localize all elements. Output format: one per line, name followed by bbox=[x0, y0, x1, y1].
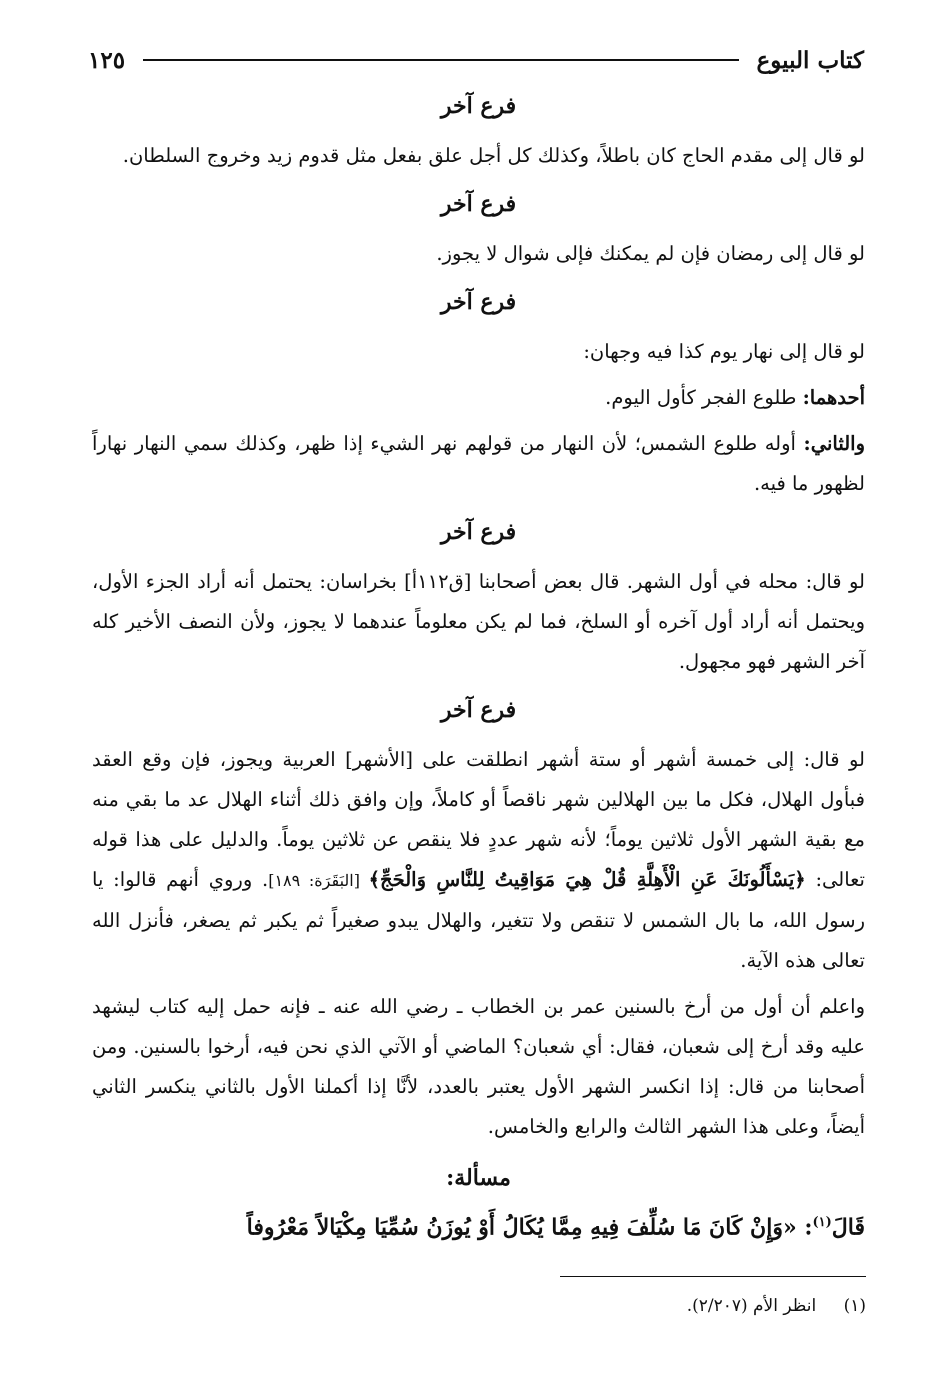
section-text-3: لو قال إلى نهار يوم كذا فيه وجهان: bbox=[583, 340, 865, 363]
final-text: : «وَإِنْ كَانَ مَا سُلِّفَ فِيهِ مِمَّا يُكَالُ أَوْ يُوزَنُ سُمِّيَا مِكْيَالاً مَعْرُوفاً bbox=[246, 1214, 813, 1241]
running-header bbox=[88, 40, 864, 80]
masala-heading: مسألة: bbox=[446, 1165, 511, 1191]
section-text-6: واعلم أن أول من أرخ بالسنين عمر بن الخطاب ـ رضي الله عنه ـ فإنه حمل إليه كتاب ليشهد عليه وقد أرخ إلى شعبان، فقال: أي شعبان؟ الماضي أو الآتي الذي نحن فيه، أرخوا بالسنين. ومن أصحابنا من قال: إذا انكسر الشهر الأول يعتبر بالعدد، لأنَّا إذا أكملنا الأول بالثاني ينكسر الثاني أيضاً، وعلى هذا الشهر الثالث والرابع والخامس. bbox=[92, 995, 865, 1138]
second-opinion-text: أوله طلوع الشمس؛ لأن النهار من قولهم نهر الشيء إذا ظهر، وكذلك سمي النهار نهاراً لظهور ما فيه. bbox=[92, 432, 865, 495]
section-heading-2: فرع آخر bbox=[440, 191, 517, 217]
second-opinion-lead: والثاني: bbox=[803, 432, 865, 455]
section-text-1: لو قال إلى مقدم الحاج كان باطلاً، وكذلك كل أجل علق بفعل مثل قدوم زيد وخروج السلطان. bbox=[122, 144, 865, 167]
footnote-text: انظر الأم (٢/٢٠٧). bbox=[686, 1296, 817, 1316]
section-text-2: لو قال إلى رمضان فإن لم يمكنك فإلى شوال لا يجوز. bbox=[436, 242, 865, 265]
first-opinion bbox=[92, 378, 865, 418]
final-lead: قَالَ bbox=[831, 1214, 865, 1241]
quran-verse: ﴿يَسْأَلُونَكَ عَنِ الْأَهِلَّةِ قُلْ هِيَ مَوَاقِيتُ لِلنَّاسِ وَالْحَجِّ﴾ bbox=[368, 868, 806, 891]
first-opinion-text: طلوع الفجر كأول اليوم. bbox=[605, 386, 803, 409]
first-opinion-lead: أحدهما: bbox=[802, 386, 865, 409]
section-text-5a: لو قال: إلى خمسة أشهر أو ستة أشهر انطلقت على [الأشهر] العربية ويجوز، فإن وقع العقد فبأول الهلال، فكل ما بين الهلالين شهر ناقصاً أو كاملاً، وإن وافق ذلك أثناء الهلال عد ما بقي منه مع بقية الشهر الأول ثلاثين يوماً؛ لأنه شهر عددٍ فلا ينقص عن ثلاثين يوماً. والدليل على هذا قوله تعالى: bbox=[92, 748, 865, 891]
section-text-5b: . وروي أنهم قالوا: يا رسول الله، ما بال الشمس لا تنقص ولا تتغير، والهلال يبدو صغيراً ثم يكبر ثم يصغر، فأنزل الله تعالى هذه الآية. bbox=[92, 868, 865, 972]
footnote-number: (١) bbox=[843, 1296, 866, 1316]
footnote-marker: (١) bbox=[812, 1215, 832, 1230]
section-text-4: لو قال: محله في أول الشهر. قال بعض أصحابنا [ق١١٢أ] بخراسان: يحتمل أنه أراد الجزء الأول، ويحتمل أنه أراد أول آخره أو السلخ، فما لم يكن معلوماً عندهما لا يجوز، ولأن النصف الأخير كله آخر الشهر فهو مجهول. bbox=[92, 570, 865, 673]
page-number: ١٢٥ bbox=[88, 46, 126, 74]
footnote bbox=[560, 1292, 866, 1320]
section-heading-3: فرع آخر bbox=[440, 289, 517, 315]
section-text-5 bbox=[92, 740, 865, 981]
section-heading-1: فرع آخر bbox=[440, 93, 517, 119]
header-rule bbox=[143, 59, 738, 61]
second-opinion bbox=[92, 424, 865, 504]
verse-reference: [البَقَرَة: ١٨٩] bbox=[268, 871, 369, 890]
header-title: كتاب البيوع bbox=[756, 46, 864, 74]
page-body bbox=[92, 82, 865, 1247]
footnote-rule bbox=[560, 1276, 866, 1277]
section-heading-5: فرع آخر bbox=[440, 697, 517, 723]
final-quote bbox=[92, 1203, 865, 1247]
section-heading-4: فرع آخر bbox=[440, 519, 517, 545]
